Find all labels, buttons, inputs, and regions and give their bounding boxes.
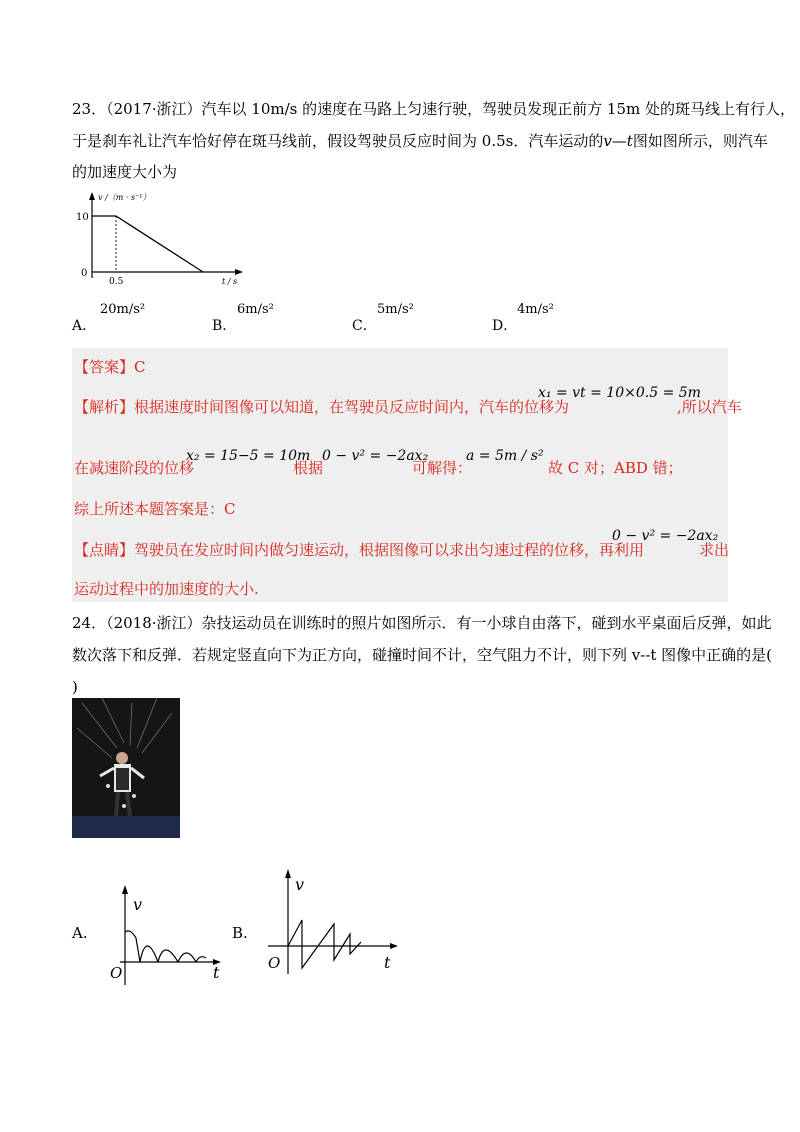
t-label: t <box>384 953 391 972</box>
o-label: O <box>110 964 123 982</box>
analysis-eq2: x₂ = 15−5 = 10m <box>186 448 311 464</box>
q24-line3: ) <box>72 678 78 696</box>
q23-option-d[interactable] <box>492 302 632 334</box>
o-label: O <box>268 954 281 972</box>
analysis-line2-a: 在减速阶段的位移 <box>74 459 195 477</box>
origin-label: 0 <box>81 268 88 279</box>
q23-vt-symbol: v—t <box>603 132 633 150</box>
t-label: t <box>213 963 220 982</box>
tip-line2: 运动过程中的加速度的大小. <box>74 580 259 598</box>
q24-line1: 24．（2018·浙江）杂技运动员在训练时的照片如图所示．有一小球自由落下，碰到水平桌面后反弹，如此 <box>72 614 772 632</box>
analysis-text-a: 【解析】根据速度时间图像可以知道，在驾驶员反应时间内，汽车的位移为 <box>74 398 570 416</box>
option-value: 20m/s² <box>100 302 146 317</box>
q24-graph-b[interactable] <box>260 862 405 977</box>
option-value: 4m/s² <box>517 302 554 317</box>
velocity-line <box>92 216 203 272</box>
tip-eq: 0 − v² = −2ax₂ <box>612 528 719 544</box>
sawtooth-line <box>288 920 361 968</box>
q24-option-b-label[interactable]: B. <box>232 924 248 942</box>
analysis-line2-c: 可解得： <box>412 459 473 477</box>
q23-line1: 23．（2017·浙江）汽车以 10m/s 的速度在马路上匀速行驶，驾驶员发现正前方 15m 处的斑马线上有行人， <box>72 100 795 118</box>
option-letter: B． <box>212 318 237 334</box>
option-value: 5m/s² <box>377 302 414 317</box>
q23-vt-graph <box>72 190 252 290</box>
q24-graph-a[interactable] <box>100 880 230 990</box>
v-label: v <box>133 895 143 914</box>
y-axis-arrow <box>89 192 95 200</box>
analysis-text-b: ,所以汽车 <box>677 398 742 416</box>
analysis-eq4: a = 5m / s² <box>466 448 544 464</box>
option-letter: D． <box>492 318 518 334</box>
option-value: 6m/s² <box>237 302 274 317</box>
option-letter: A． <box>72 318 97 334</box>
x-axis-label: t / s <box>222 277 238 286</box>
tip-text-b: 求出 <box>699 541 730 559</box>
tip-line1: 【点睛】驾驶员在发应时间内做匀速运动，根据图像可以求出匀速过程的位移，再利用 <box>74 541 645 559</box>
y-axis-arrow <box>285 869 291 878</box>
q23-line2-text-a: 于是刹车礼让汽车恰好停在斑马线前，假设驾驶员反应时间为 0.5s．汽车运动的 <box>72 132 604 150</box>
x-axis-arrow <box>390 943 398 949</box>
q23-line2-text-b: 图如图所示，则汽车 <box>632 132 768 150</box>
analysis-line2-d: 故 C 对；ABD 错； <box>548 459 683 477</box>
bounce-curve <box>125 931 206 962</box>
x-axis-arrow <box>235 269 243 275</box>
q24-line2: 数次落下和反弹．若规定竖直向下为正方向，碰撞时间不计，空气阻力不计，则下列 v--t 图像中正确的是( <box>72 646 773 664</box>
analysis-line2-b: 根据 <box>293 459 324 477</box>
analysis-line1 <box>74 396 569 417</box>
summary-line: 综上所述本题答案是：C <box>74 500 236 518</box>
x-tick-05: 0.5 <box>109 277 124 287</box>
option-letter: C． <box>352 318 377 334</box>
y-axis-label: v /（m · s⁻¹） <box>98 193 151 202</box>
q23-option-b[interactable] <box>212 302 352 334</box>
q23-option-c[interactable] <box>352 302 492 334</box>
juggler-photo <box>72 698 180 838</box>
y-tick-10: 10 <box>76 212 89 223</box>
analysis-eq3: 0 − v² = −2ax₂ <box>322 448 429 464</box>
y-axis-arrow <box>122 885 128 894</box>
v-label: v <box>295 875 305 894</box>
q23-line2 <box>72 126 768 156</box>
q23-option-a[interactable] <box>72 302 212 334</box>
q23-line3: 的加速度大小为 <box>72 163 178 181</box>
analysis-eq1: x₁ = vt = 10×0.5 = 5m <box>538 385 701 401</box>
q24-option-a-label[interactable]: A. <box>72 924 88 942</box>
answer-label: 【答案】C <box>74 358 146 376</box>
